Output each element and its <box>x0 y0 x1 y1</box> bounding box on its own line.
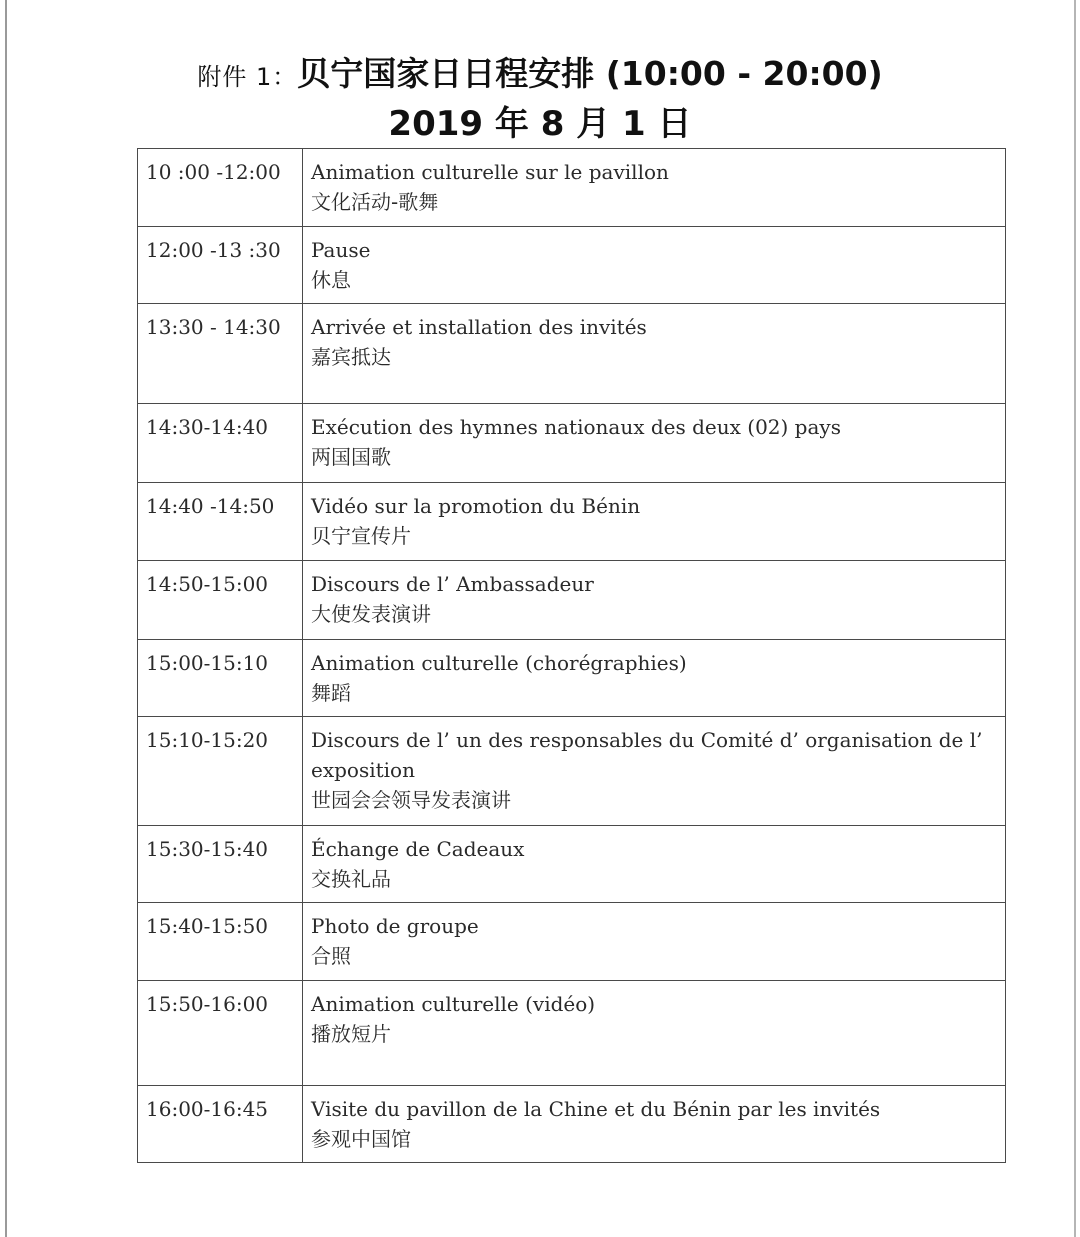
schedule-row <box>138 826 1006 903</box>
activity-fr: Vidéo sur la promotion du Bénin <box>311 494 641 518</box>
activity-zh: 嘉宾抵达 <box>311 345 391 369</box>
activity-fr: Discours de l’ un des responsables du Comité d’ organisation de l’ exposition <box>311 728 983 782</box>
activity-fr: Animation culturelle (vidéo) <box>311 992 596 1016</box>
activity-cell <box>303 227 1006 304</box>
activity-fr: Animation culturelle sur le pavillon <box>311 160 669 184</box>
page-edge-left <box>5 0 7 1237</box>
activity-cell <box>303 903 1006 981</box>
time-cell: 15:40-15:50 <box>138 903 303 981</box>
schedule-row <box>138 981 1006 1086</box>
schedule-row <box>138 561 1006 640</box>
activity-zh: 合照 <box>311 944 351 968</box>
time-cell: 15:50-16:00 <box>138 981 303 1086</box>
activity-zh: 交换礼品 <box>311 867 391 891</box>
title-main: 贝宁国家日日程安排 (10:00 - 20:00) <box>297 54 883 93</box>
activity-cell <box>303 981 1006 1086</box>
time-cell: 15:10-15:20 <box>138 717 303 826</box>
activity-fr: Arrivée et installation des invités <box>311 315 647 339</box>
activity-zh: 世园会会领导发表演讲 <box>311 788 511 812</box>
activity-cell <box>303 149 1006 227</box>
activity-cell <box>303 304 1006 404</box>
time-cell: 15:00-15:10 <box>138 640 303 717</box>
activity-fr: Animation culturelle (chorégraphies) <box>311 651 687 675</box>
time-cell: 14:50-15:00 <box>138 561 303 640</box>
page-edge-right <box>1074 0 1076 1237</box>
schedule-row <box>138 903 1006 981</box>
activity-fr: Pause <box>311 238 371 262</box>
time-cell: 16:00-16:45 <box>138 1086 303 1163</box>
activity-zh: 舞蹈 <box>311 681 351 705</box>
schedule-row <box>138 404 1006 483</box>
time-cell: 13:30 - 14:30 <box>138 304 303 404</box>
document-title <box>0 52 1080 99</box>
time-cell: 14:40 -14:50 <box>138 483 303 561</box>
activity-cell <box>303 483 1006 561</box>
activity-zh: 休息 <box>311 268 351 292</box>
activity-cell <box>303 640 1006 717</box>
schedule-row <box>138 1086 1006 1163</box>
schedule-row <box>138 149 1006 227</box>
time-cell: 10 :00 -12:00 <box>138 149 303 227</box>
activity-zh: 贝宁宣传片 <box>311 524 411 548</box>
document-date: 2019 年 8 月 1 日 <box>388 104 692 144</box>
activity-fr: Visite du pavillon de la Chine et du Bénin par les invités <box>311 1097 881 1121</box>
activity-zh: 播放短片 <box>311 1022 391 1046</box>
activity-cell <box>303 404 1006 483</box>
activity-fr: Discours de l’ Ambassadeur <box>311 572 594 596</box>
activity-fr: Échange de Cadeaux <box>311 837 525 861</box>
time-cell: 15:30-15:40 <box>138 826 303 903</box>
activity-cell <box>303 717 1006 826</box>
activity-cell <box>303 1086 1006 1163</box>
activity-cell <box>303 826 1006 903</box>
activity-cell <box>303 561 1006 640</box>
schedule-table <box>137 148 1006 1163</box>
activity-fr: Photo de groupe <box>311 914 479 938</box>
activity-zh: 两国国歌 <box>311 445 391 469</box>
schedule-row <box>138 717 1006 826</box>
activity-zh: 文化活动-歌舞 <box>311 190 439 214</box>
activity-zh: 参观中国馆 <box>311 1127 411 1151</box>
time-cell: 14:30-14:40 <box>138 404 303 483</box>
schedule-row <box>138 483 1006 561</box>
activity-fr: Exécution des hymnes nationaux des deux (02) pays <box>311 415 841 439</box>
activity-zh: 大使发表演讲 <box>311 602 431 626</box>
title-prefix: 附件 1： <box>197 63 298 91</box>
schedule-row <box>138 304 1006 404</box>
schedule-row <box>138 227 1006 304</box>
schedule-row <box>138 640 1006 717</box>
time-cell: 12:00 -13 :30 <box>138 227 303 304</box>
